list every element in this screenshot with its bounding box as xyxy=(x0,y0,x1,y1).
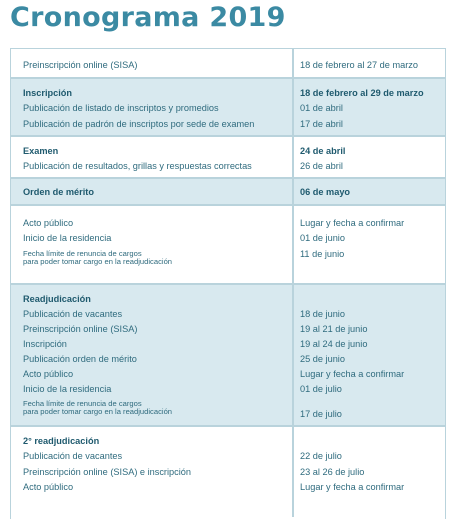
row-date-cell xyxy=(294,79,445,135)
row-date: 25 de junio xyxy=(300,354,345,364)
row-label-cell xyxy=(11,206,294,283)
row-heading: Readjudicación xyxy=(23,294,91,304)
row-label-cell xyxy=(11,137,294,177)
row-note: Fecha límite de renuncia de cargos xyxy=(23,399,142,408)
row-label: Inscripción xyxy=(23,339,67,349)
row-label-cell xyxy=(11,285,294,425)
row-date: 23 al 26 de julio xyxy=(300,467,365,477)
row-date: 11 de junio xyxy=(300,249,345,259)
row-date-cell xyxy=(294,137,445,177)
row-label: Acto público xyxy=(23,369,74,379)
row-label: Publicación de vacantes xyxy=(23,451,123,461)
row-date: 01 de abril xyxy=(300,103,343,113)
table-row xyxy=(11,49,445,79)
page-title: Cronograma 2019 xyxy=(10,2,286,33)
row-label-cell xyxy=(11,49,294,77)
row-date: Lugar y fecha a confirmar xyxy=(300,482,405,492)
row-label: Publicación de listado de inscriptos y promedios xyxy=(23,103,219,113)
row-date-cell xyxy=(294,206,445,283)
row-date-cell xyxy=(294,285,445,425)
row-label: Publicación de padrón de inscriptos por sede de examen xyxy=(23,119,255,129)
row-label: Publicación de vacantes xyxy=(23,309,123,319)
row-label: Acto público xyxy=(23,218,74,228)
row-date: 26 de abril xyxy=(300,161,343,171)
row-note: para poder tomar cargo en la readjudicación xyxy=(23,407,173,416)
row-date: 18 de febrero al 29 de marzo xyxy=(300,88,424,98)
row-date: 19 al 24 de junio xyxy=(300,339,368,349)
table-row xyxy=(11,285,445,427)
row-date: 06 de mayo xyxy=(300,187,351,197)
row-heading: Inscripción xyxy=(23,88,73,98)
row-label-cell xyxy=(11,427,294,517)
row-date-cell xyxy=(294,179,445,204)
row-note: Fecha límite de renuncia de cargos xyxy=(23,249,142,258)
row-date: 18 de febrero al 27 de marzo xyxy=(300,60,418,70)
row-date: 17 de julio xyxy=(300,409,342,419)
row-heading: Orden de mérito xyxy=(23,187,94,197)
row-date: 24 de abril xyxy=(300,146,346,156)
row-label: Acto público xyxy=(23,482,74,492)
row-label: Preinscripción online (SISA) xyxy=(23,60,138,70)
row-note: para poder tomar cargo en la readjudicación xyxy=(23,257,173,266)
table-row xyxy=(11,179,445,206)
row-date: 01 de julio xyxy=(300,384,342,394)
row-date: 19 al 21 de junio xyxy=(300,324,368,334)
row-label: Inicio de la residencia xyxy=(23,233,112,243)
row-label: Publicación orden de mérito xyxy=(23,354,137,364)
row-date: Lugar y fecha a confirmar xyxy=(300,218,405,228)
row-date-cell xyxy=(294,427,445,517)
row-label: Preinscripción online (SISA) xyxy=(23,324,138,334)
row-heading: Examen xyxy=(23,146,59,156)
table-row xyxy=(11,427,445,517)
row-date: 22 de julio xyxy=(300,451,342,461)
row-date: 17 de abril xyxy=(300,119,343,129)
table-row xyxy=(11,79,445,137)
row-heading: 2° readjudicación xyxy=(23,436,100,446)
row-label: Inicio de la residencia xyxy=(23,384,112,394)
table-row xyxy=(11,137,445,179)
row-date: Lugar y fecha a confirmar xyxy=(300,369,405,379)
row-date-cell xyxy=(294,49,445,77)
table-row xyxy=(11,206,445,285)
row-date: 01 de junio xyxy=(300,233,345,243)
row-label-cell xyxy=(11,79,294,135)
row-date: 18 de junio xyxy=(300,309,345,319)
row-label-cell xyxy=(11,179,294,204)
schedule-table xyxy=(10,48,446,519)
row-label: Preinscripción online (SISA) e inscripción xyxy=(23,467,191,477)
row-label: Publicación de resultados, grillas y respuestas correctas xyxy=(23,161,252,171)
